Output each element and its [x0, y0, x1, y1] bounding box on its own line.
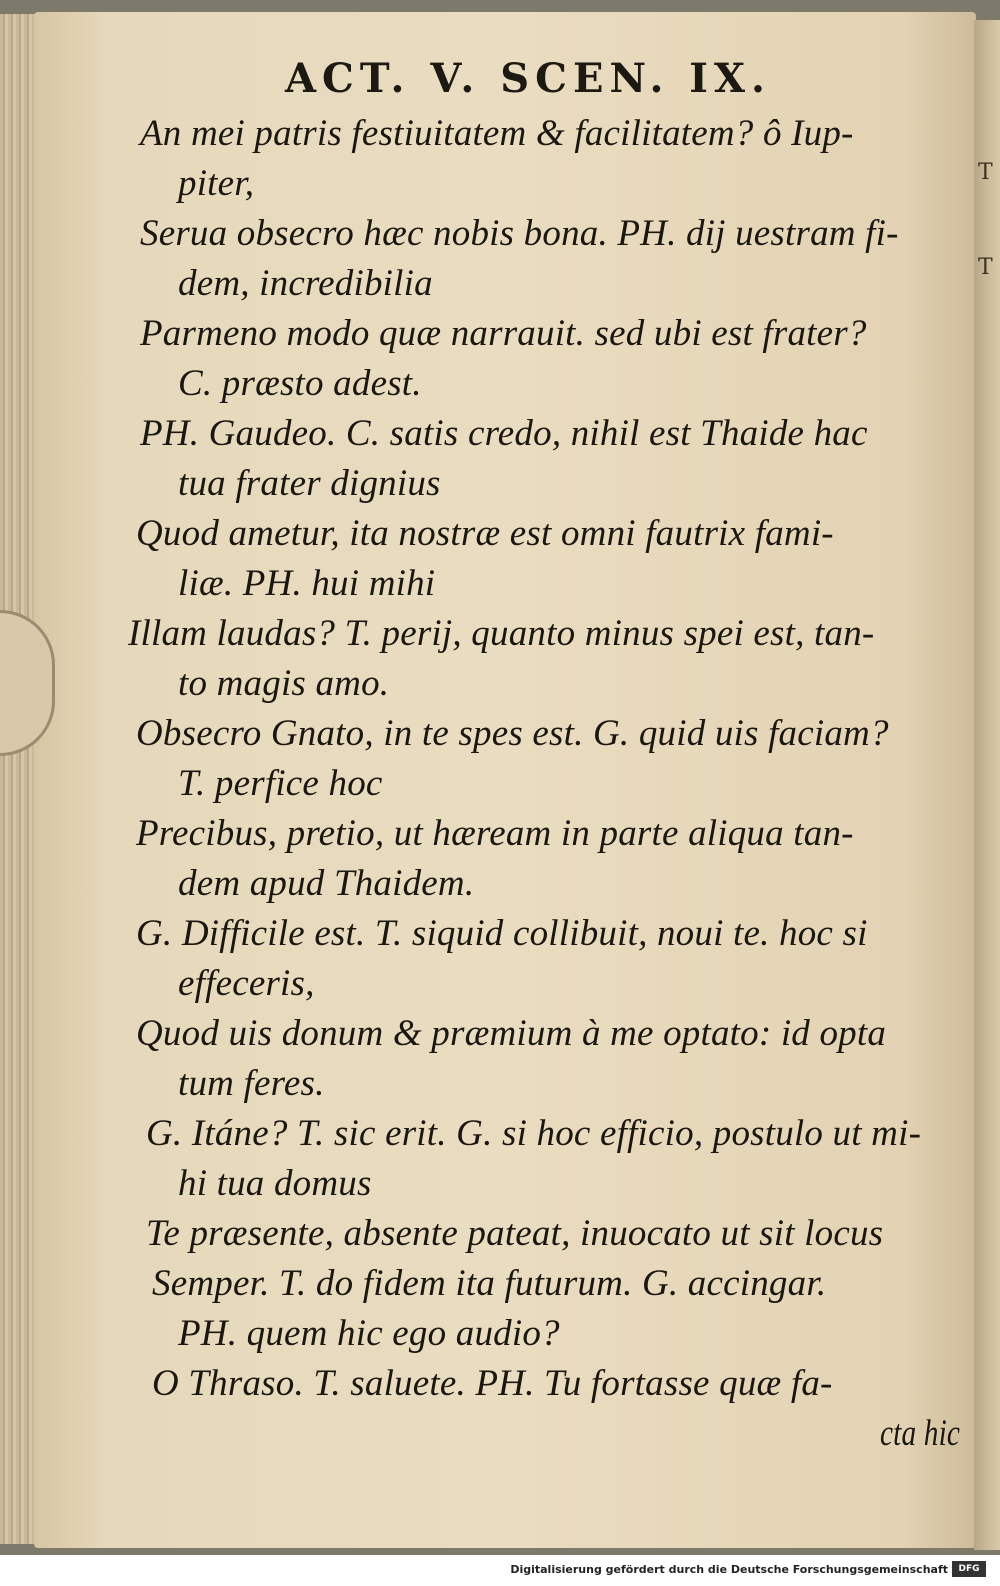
text-line: dem apud Thaidem.	[178, 863, 475, 904]
edge-letter: T	[978, 255, 993, 280]
text-line: T. perfice hoc	[178, 763, 383, 804]
text-line: dem, incredibilia	[178, 263, 433, 304]
edge-letter: T	[978, 160, 993, 185]
next-page-strip	[974, 20, 1000, 1550]
text-line: Serua obsecro hæc nobis bona. PH. dij uestram fi-	[140, 213, 899, 254]
text-line: tum feres.	[178, 1063, 325, 1104]
digitization-footer	[0, 1555, 1000, 1586]
text-line: to magis amo.	[178, 663, 390, 704]
funding-notice: Digitalisierung gefördert durch die Deutsche Forschungsgemeinschaft	[510, 1563, 948, 1576]
text-line: Semper. T. do fidem ita futurum. G. accingar.	[152, 1263, 827, 1304]
text-line: Quod uis donum & præmium à me optato: id opta	[136, 1013, 887, 1054]
text-line: cta hic	[880, 1413, 961, 1454]
text-line: Precibus, pretio, ut hæream in parte aliqua tan-	[136, 813, 854, 854]
text-line: Obsecro Gnato, in te spes est. G. quid uis faciam?	[136, 713, 889, 754]
text-line: An mei patris festiuitatem & facilitatem? ô Iup-	[140, 113, 854, 154]
running-header: ACT. V. SCEN. IX.	[285, 55, 771, 102]
text-line: PH. Gaudeo. C. satis credo, nihil est Thaide hac	[140, 413, 868, 454]
text-line: liæ. PH. hui mihi	[178, 563, 436, 604]
text-line: G. Difficile est. T. siquid collibuit, noui te. hoc si	[136, 913, 868, 954]
text-line: effeceris,	[178, 963, 315, 1004]
text-line: PH. quem hic ego audio?	[178, 1313, 560, 1354]
text-line: C. præsto adest.	[178, 363, 422, 404]
text-line: tua frater dignius	[178, 463, 441, 504]
text-line: piter,	[178, 163, 255, 204]
text-line: Illam laudas? T. perij, quanto minus spei est, tan-	[128, 613, 875, 654]
text-line: O Thraso. T. saluete. PH. Tu fortasse quæ fa-	[152, 1363, 833, 1404]
text-line: hi tua domus	[178, 1163, 372, 1204]
dfg-logo: DFG	[952, 1561, 986, 1577]
text-line: Te præsente, absente pateat, inuocato ut sit locus	[146, 1213, 884, 1254]
text-line: Parmeno modo quæ narrauit. sed ubi est frater?	[140, 313, 867, 354]
text-line: Quod ametur, ita nostræ est omni fautrix fami-	[136, 513, 834, 554]
text-line: G. Itáne? T. sic erit. G. si hoc efficio, postulo ut mi-	[146, 1113, 922, 1154]
